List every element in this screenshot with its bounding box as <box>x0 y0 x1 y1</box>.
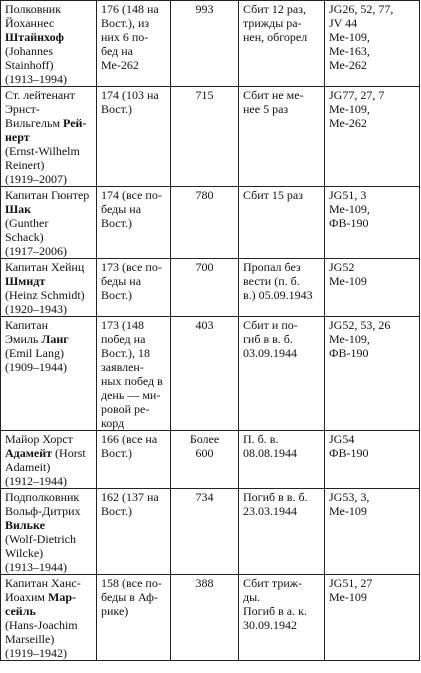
pilot-name-line <box>5 618 92 632</box>
pilot-name-text: (Ernst-Wilhelm <box>5 144 80 158</box>
pilot-name-text: Вильгельм <box>5 116 64 130</box>
victories-cell <box>97 187 171 259</box>
table-row <box>1 187 420 259</box>
units-line: JG53, 3, <box>329 490 370 504</box>
pilot-name-cell <box>1 259 97 317</box>
pilot-name-text: Иоахим <box>5 590 49 604</box>
victories-line: Вост.) <box>101 288 132 302</box>
fate-line: Сбит не ме- <box>243 88 304 102</box>
units-cell <box>325 431 420 489</box>
pilot-surname: Шмидт <box>5 274 46 288</box>
sorties-line: 715 <box>195 88 214 102</box>
fate-cell <box>239 1 325 87</box>
victories-line: побед на <box>101 332 146 346</box>
pilot-name-line <box>5 560 92 574</box>
sorties-cell <box>171 87 239 187</box>
fate-line: Сбит 15 раз <box>243 188 303 202</box>
units-line: Ме-262 <box>329 58 367 72</box>
units-line: ФВ-190 <box>329 446 369 460</box>
fate-cell <box>239 575 325 661</box>
pilot-name-text: (1919–2007) <box>5 172 67 186</box>
pilot-name-line <box>5 346 92 360</box>
fate-line: Сбит и по- <box>243 318 298 332</box>
table-row <box>1 259 420 317</box>
fate-line: Погиб в в. б. <box>243 490 308 504</box>
units-line: JG26, 52, 77, <box>329 2 394 16</box>
aces-table-body <box>1 1 420 661</box>
pilot-name-line <box>5 474 92 488</box>
pilot-name-line <box>5 576 92 590</box>
victories-cell <box>97 87 171 187</box>
pilot-name-cell <box>1 317 97 431</box>
pilot-surname: нерт <box>5 130 30 144</box>
fate-line: 03.09.1944 <box>243 346 297 360</box>
victories-line: 174 (103 на <box>101 88 159 102</box>
pilot-name-line <box>5 144 92 158</box>
units-line: Ме-262 <box>329 116 367 130</box>
pilot-name-text: Marseille) <box>5 632 55 646</box>
victories-line: них 6 по- <box>101 30 149 44</box>
sorties-cell <box>171 1 239 87</box>
pilot-name-text: (1909–1944) <box>5 360 67 374</box>
fate-cell <box>239 87 325 187</box>
pilot-name-text: (1917–2006) <box>5 244 67 258</box>
pilot-surname: сейль <box>5 604 36 618</box>
victories-cell <box>97 575 171 661</box>
sorties-cell <box>171 187 239 259</box>
units-line: JG51, 3 <box>329 188 367 202</box>
pilot-name-line <box>5 504 92 518</box>
fate-line: нен, обгорел <box>243 30 308 44</box>
pilot-name-line <box>5 532 92 546</box>
pilot-name-line <box>5 604 92 618</box>
victories-line: Вост.) <box>101 216 132 230</box>
sorties-cell <box>171 259 239 317</box>
pilot-name-line <box>5 216 92 230</box>
sorties-cell <box>171 431 239 489</box>
pilot-name-line <box>5 360 92 374</box>
pilot-name-line <box>5 44 92 58</box>
victories-line: ных побед в <box>101 374 163 388</box>
victories-line: Вост.), 18 <box>101 346 150 360</box>
pilot-name-text: Подполковник <box>5 490 80 504</box>
victories-cell <box>97 489 171 575</box>
pilot-name-cell <box>1 1 97 87</box>
pilot-name-line <box>5 72 92 86</box>
pilot-name-line <box>5 288 92 302</box>
pilot-name-line <box>5 172 92 186</box>
victories-line: Вост.) <box>101 504 132 518</box>
units-line: JG77, 27, 7 <box>329 88 385 102</box>
fate-line: Сбит 12 раз, <box>243 2 306 16</box>
pilot-name-text: Йоханнес <box>5 16 55 30</box>
pilot-surname: Адамейт <box>5 446 53 460</box>
pilot-name-line <box>5 490 92 504</box>
units-line: Ме-109 <box>329 274 367 288</box>
pilot-name-text: Эмиль <box>5 332 42 346</box>
pilot-name-text: (Heinz Schmidt) <box>5 288 85 302</box>
pilot-surname: Мар- <box>48 590 77 604</box>
pilot-name-text: (Emil Lang) <box>5 346 64 360</box>
fate-line: 30.09.1942 <box>243 618 297 632</box>
pilot-surname: Ланг <box>41 332 69 346</box>
sorties-line: 993 <box>195 2 214 16</box>
units-cell <box>325 317 420 431</box>
fate-line: гиб в в. б. <box>243 332 293 346</box>
fate-line: в.) 05.09.1943 <box>243 288 313 302</box>
sorties-line: 403 <box>195 318 214 332</box>
pilot-name-cell <box>1 187 97 259</box>
victories-line: корд <box>101 416 125 430</box>
pilot-name-line <box>5 130 92 144</box>
table-row <box>1 431 420 489</box>
units-cell <box>325 87 420 187</box>
pilot-name-text: Капитан <box>5 318 48 332</box>
pilot-name-text: (1913–1994) <box>5 72 67 86</box>
units-line: JV 44 <box>329 16 358 30</box>
pilot-name-line <box>5 88 92 102</box>
units-line: JG54 <box>329 432 355 446</box>
sorties-line: 388 <box>195 576 214 590</box>
victories-cell <box>97 431 171 489</box>
fate-line: нее 5 раз <box>243 102 289 116</box>
sorties-cell <box>171 575 239 661</box>
pilot-name-text: Schack) <box>5 230 44 244</box>
victories-line: Вост.) <box>101 446 132 460</box>
fate-line: 23.03.1944 <box>243 504 297 518</box>
victories-line: беды на <box>101 274 142 288</box>
pilot-name-line <box>5 274 92 288</box>
pilot-name-text: Вольф-Дитрих <box>5 504 81 518</box>
fate-line: 08.08.1944 <box>243 446 297 460</box>
units-line: Ме-109 <box>329 504 367 518</box>
pilot-name-text: Полковник <box>5 2 62 16</box>
victories-line: 173 (148 <box>101 318 144 332</box>
pilot-name-line <box>5 460 92 474</box>
table-row <box>1 489 420 575</box>
fate-line: трижды ра- <box>243 16 302 30</box>
sorties-line: 734 <box>195 490 214 504</box>
fate-line: Пропал без <box>243 260 301 274</box>
units-line: Ме-109 <box>329 590 367 604</box>
pilot-name-line <box>5 646 92 660</box>
table-row <box>1 87 420 187</box>
victories-line: бед на <box>101 44 133 58</box>
pilot-name-text: Wilcke) <box>5 546 44 560</box>
fate-line: ды. <box>243 590 261 604</box>
pilot-name-line <box>5 230 92 244</box>
pilot-name-cell <box>1 489 97 575</box>
sorties-line: 780 <box>195 188 214 202</box>
pilot-name-text: Stainhoff) <box>5 58 54 72</box>
pilot-name-text: Ст. лейтенант <box>5 88 75 102</box>
victories-line: Вост.), из <box>101 16 150 30</box>
fate-line: Погиб в а. к. <box>243 604 307 618</box>
units-line: Ме-109, <box>329 332 370 346</box>
units-line: JG52 <box>329 260 355 274</box>
victories-line: 166 (все на <box>101 432 158 446</box>
units-line: Ме-109, <box>329 102 370 116</box>
fate-line: П. б. в. <box>243 432 279 446</box>
pilot-name-text: (1913–1944) <box>5 560 67 574</box>
units-line: Ме-163, <box>329 44 370 58</box>
pilot-name-text: Капитан Хейнц <box>5 260 85 274</box>
pilot-name-text: (Hans-Joachim <box>5 618 78 632</box>
sorties-line: Более <box>189 432 220 446</box>
pilot-name-text: (Horst <box>52 446 86 460</box>
pilot-name-text: Капитан Ханс- <box>5 576 81 590</box>
pilot-name-text: (Johannes <box>5 44 53 58</box>
fate-line: Сбит триж- <box>243 576 303 590</box>
pilot-name-line <box>5 58 92 72</box>
table-row <box>1 1 420 87</box>
victories-line: 174 (все по- <box>101 188 162 202</box>
victories-line: 173 (все по- <box>101 260 162 274</box>
pilot-name-text: (Wolf-Dietrich <box>5 532 77 546</box>
pilot-name-line <box>5 158 92 172</box>
victories-line: ровой ре- <box>101 402 150 416</box>
pilot-name-text: (1912–1944) <box>5 474 67 488</box>
victories-line: 176 (148 на <box>101 2 159 16</box>
fate-cell <box>239 489 325 575</box>
pilot-name-line <box>5 518 92 532</box>
fate-line: вести (п. б. <box>243 274 300 288</box>
pilot-name-cell <box>1 87 97 187</box>
pilot-name-text: Майор Хорст <box>5 432 73 446</box>
units-line: ФВ-190 <box>329 346 369 360</box>
pilot-name-cell <box>1 431 97 489</box>
victories-line: Ме-262 <box>101 58 139 72</box>
sorties-line: 700 <box>195 260 214 274</box>
pilot-name-line <box>5 30 92 44</box>
units-cell <box>325 489 420 575</box>
table-row <box>1 317 420 431</box>
pilot-name-line <box>5 318 92 332</box>
pilot-name-line <box>5 546 92 560</box>
pilot-name-text: Adameit) <box>5 460 51 474</box>
victories-cell <box>97 317 171 431</box>
victories-line: Вост.) <box>101 102 132 116</box>
pilot-name-text: Эрнст- <box>5 102 40 116</box>
pilot-name-line <box>5 202 92 216</box>
units-line: ФВ-190 <box>329 216 369 230</box>
sorties-line: 600 <box>195 446 214 460</box>
pilot-name-line <box>5 590 92 604</box>
units-cell <box>325 1 420 87</box>
pilot-name-text: Reinert) <box>5 158 45 172</box>
pilot-name-line <box>5 260 92 274</box>
pilot-surname: Штайнхоф <box>5 30 64 44</box>
pilot-name-line <box>5 302 92 316</box>
victories-line: заявлен- <box>101 360 144 374</box>
pilot-name-line <box>5 16 92 30</box>
victories-line: рике) <box>101 604 129 618</box>
victories-line: беды на <box>101 202 142 216</box>
pilot-name-line <box>5 632 92 646</box>
victories-line: день — ми- <box>101 388 161 402</box>
units-cell <box>325 187 420 259</box>
sorties-cell <box>171 317 239 431</box>
units-line: JG52, 53, 26 <box>329 318 391 332</box>
pilot-name-line <box>5 2 92 16</box>
victories-line: 162 (137 на <box>101 490 159 504</box>
units-line: Ме-109, <box>329 30 370 44</box>
pilot-name-line <box>5 446 92 460</box>
victories-line: беды в Аф- <box>101 590 158 604</box>
pilot-name-cell <box>1 575 97 661</box>
pilot-name-line <box>5 332 92 346</box>
pilot-name-text: Капитан Гюнтер <box>5 188 90 202</box>
pilot-name-line <box>5 432 92 446</box>
pilot-name-line <box>5 116 92 130</box>
units-cell <box>325 259 420 317</box>
sorties-cell <box>171 489 239 575</box>
table-row <box>1 575 420 661</box>
units-cell <box>325 575 420 661</box>
units-line: Ме-109, <box>329 202 370 216</box>
fate-cell <box>239 431 325 489</box>
pilot-name-line <box>5 102 92 116</box>
pilot-name-text: (Gunther <box>5 216 49 230</box>
fate-cell <box>239 187 325 259</box>
victories-line: 158 (все по- <box>101 576 162 590</box>
pilot-surname: Вильке <box>5 518 45 532</box>
pilot-surname: Рей- <box>63 116 87 130</box>
pilot-name-line <box>5 188 92 202</box>
victories-cell <box>97 1 171 87</box>
pilot-name-text: (1919–1942) <box>5 646 67 660</box>
pilot-surname: Шак <box>5 202 32 216</box>
units-line: JG51, 27 <box>329 576 373 590</box>
victories-cell <box>97 259 171 317</box>
pilot-name-text: (1920–1943) <box>5 302 67 316</box>
fate-cell <box>239 259 325 317</box>
pilot-name-line <box>5 244 92 258</box>
fate-cell <box>239 317 325 431</box>
